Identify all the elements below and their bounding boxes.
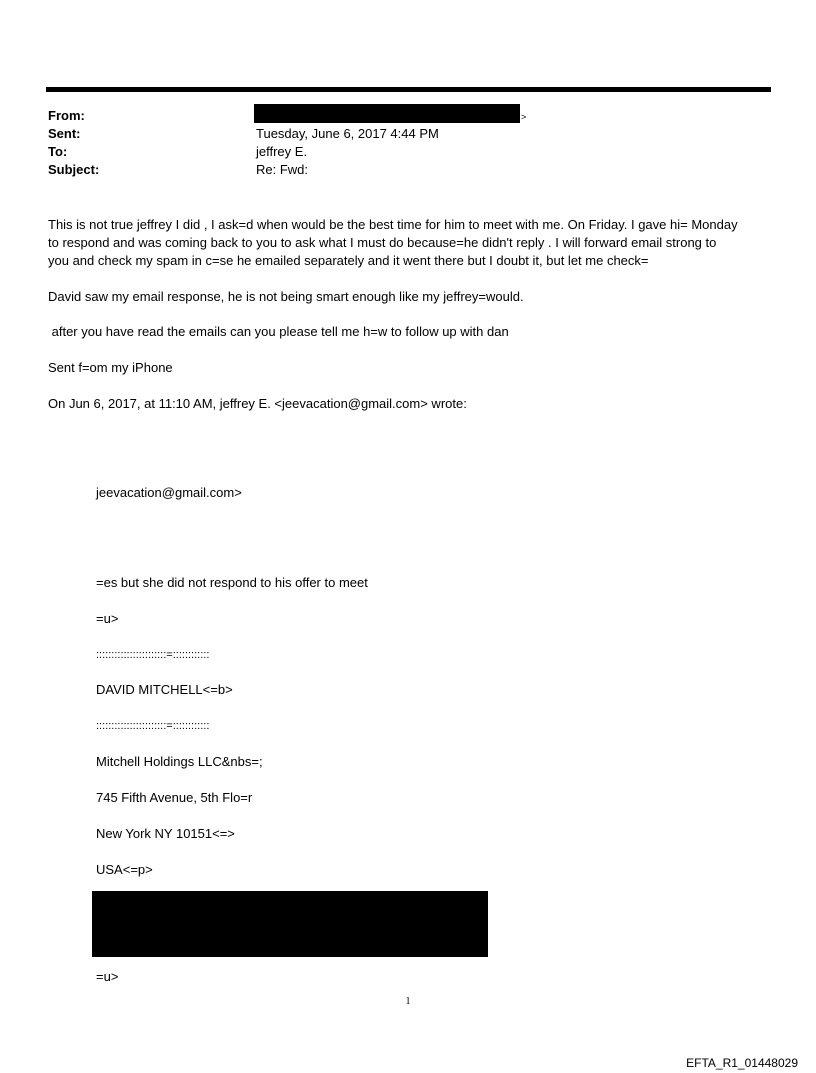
body-paragraph-3: after you have read the emails can you please tell me h=w to follow up with dan bbox=[48, 324, 509, 339]
to-value: jeffrey E. bbox=[256, 144, 308, 159]
body-paragraph-1-line-2: to respond and was coming back to you to ask what I must do because=he didn't reply . I will forward email strong to bbox=[48, 235, 717, 250]
from-redaction bbox=[254, 104, 520, 123]
subject-label: Subject: bbox=[48, 162, 100, 177]
quoted-line-last: =u> bbox=[96, 969, 119, 984]
quoted-dots-1: :::::::::::::::::::::::=:::::::::::: bbox=[96, 649, 210, 661]
body-signature: Sent f=om my iPhone bbox=[48, 360, 173, 375]
quoted-email: jeevacation@gmail.com> bbox=[96, 485, 242, 500]
body-redaction bbox=[92, 891, 488, 957]
body-paragraph-2: David saw my email response, he is not being smart enough like my jeffrey=would. bbox=[48, 289, 524, 304]
body-paragraph-1-line-3: you and check my spam in c=se he emailed separately and it went there but I doubt it, but let me check= bbox=[48, 253, 649, 268]
document-id: EFTA_R1_01448029 bbox=[686, 1056, 798, 1070]
header-rule bbox=[46, 87, 771, 92]
quoted-company: Mitchell Holdings LLC&nbs=; bbox=[96, 754, 263, 769]
quoted-line-1: =es but she did not respond to his offer to meet bbox=[96, 575, 368, 590]
to-label: To: bbox=[48, 144, 68, 159]
quoted-line-2: =u> bbox=[96, 611, 119, 626]
sent-label: Sent: bbox=[48, 126, 81, 141]
quote-intro: On Jun 6, 2017, at 11:10 AM, jeffrey E. <jeevacation@gmail.com> wrote: bbox=[48, 396, 467, 411]
quoted-address-2: New York NY 10151<=> bbox=[96, 826, 235, 841]
page-number: 1 bbox=[405, 996, 411, 1007]
quoted-address-1: 745 Fifth Avenue, 5th Flo=r bbox=[96, 790, 253, 805]
subject-value: Re: Fwd: bbox=[256, 162, 309, 177]
from-label: From: bbox=[48, 108, 85, 123]
quoted-country: USA<=p> bbox=[96, 862, 153, 877]
quoted-dots-2: :::::::::::::::::::::::=:::::::::::: bbox=[96, 720, 210, 732]
body-paragraph-1-line-1: This is not true jeffrey I did , I ask=d when would be the best time for him to meet with me. On Friday. I gave hi= Monday bbox=[48, 217, 738, 232]
quoted-name: DAVID MITCHELL<=b> bbox=[96, 682, 233, 697]
from-trailing-mark: > bbox=[521, 112, 527, 122]
sent-value: Tuesday, June 6, 2017 4:44 PM bbox=[256, 126, 439, 141]
